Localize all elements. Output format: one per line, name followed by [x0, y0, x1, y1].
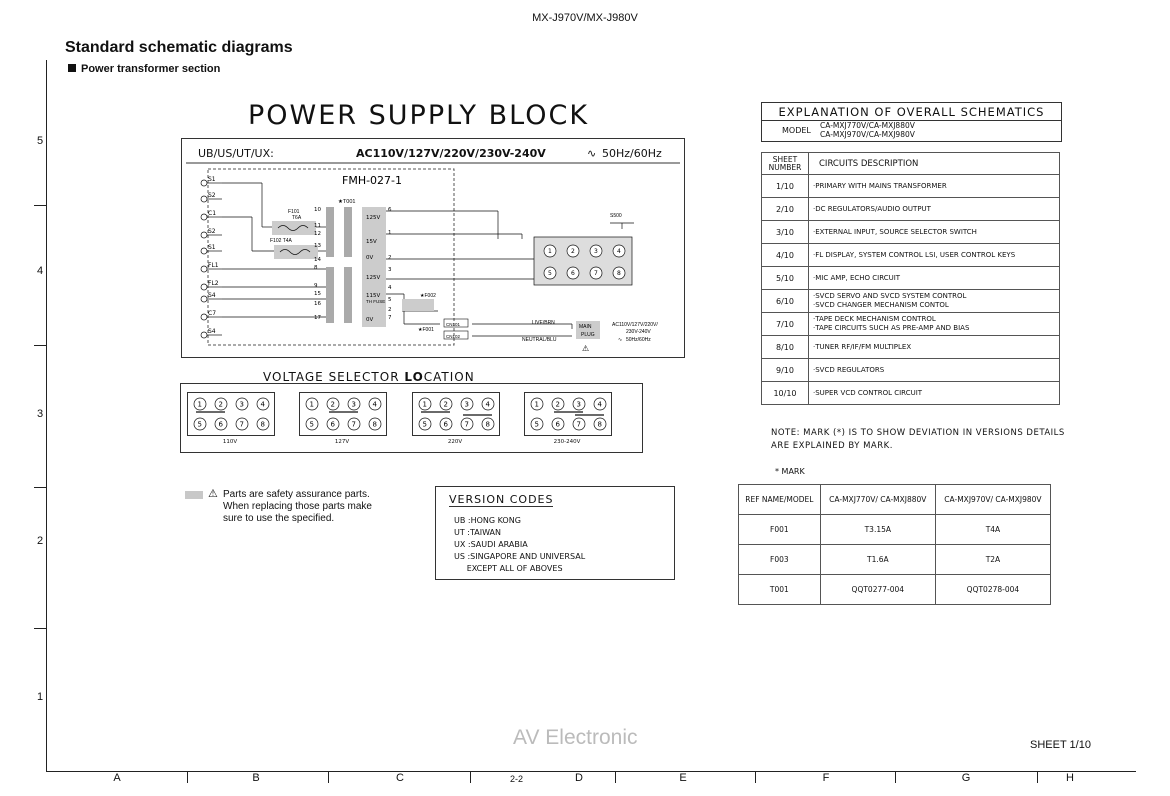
- selector-contact-number: 2: [443, 400, 448, 409]
- tilde-icon: ∿: [587, 147, 597, 160]
- row-marker: 5: [36, 135, 44, 147]
- circuits-header-row: [762, 153, 1060, 175]
- mark-cell: T3.15A: [820, 515, 935, 545]
- mark-cell: F001: [739, 515, 821, 545]
- terminal-circle: [201, 248, 207, 254]
- mark-cell: T2A: [935, 545, 1050, 575]
- voltage-selector-panel: [187, 392, 275, 436]
- sheet-number: SHEET 1/10: [1030, 739, 1091, 751]
- selector-contact-number: 2: [571, 248, 575, 255]
- mark-cell: QQT0278-004: [935, 575, 1050, 605]
- secondary-voltage-label: 0V: [366, 255, 374, 261]
- transformer-pin-label: 3: [388, 267, 392, 273]
- selector-contact-number: 6: [330, 420, 335, 429]
- voltage-selector-panel: [412, 392, 500, 436]
- thermal-fuse-label: TH FUSE: [366, 299, 386, 304]
- block-title: POWER SUPPLY BLOCK: [248, 100, 590, 131]
- selector-contact-number: 7: [594, 270, 598, 277]
- mark-header-ref: REF NAME/MODEL: [739, 485, 821, 515]
- row-divider: [34, 205, 46, 206]
- power-supply-schematic: [181, 138, 685, 358]
- selector-contact-number: 8: [372, 420, 377, 429]
- circuits-description-header: CIRCUITS DESCRIPTION: [809, 153, 1060, 175]
- transformer-pin-label: 2: [388, 255, 392, 261]
- selector-contact-number: 1: [548, 248, 552, 255]
- sheet-number-cell: 7/10: [762, 313, 809, 336]
- selector-contact-number: 6: [571, 270, 575, 277]
- voltage-selector-caption: 230-240V: [553, 439, 581, 445]
- version-codes-box: [435, 486, 675, 580]
- transformer-pin-label: 10: [314, 207, 321, 213]
- transformer-pin-label: 9: [314, 283, 318, 289]
- version-codes-list: [454, 515, 585, 575]
- selector-contact-number: 2: [330, 400, 335, 409]
- vs-title-post: CATION: [423, 370, 475, 384]
- transformer-pin-label: 15: [314, 291, 321, 297]
- selector-contact-number: 5: [309, 420, 314, 429]
- f102-label: F102 T4A: [270, 238, 292, 244]
- column-marker: H: [1066, 772, 1074, 784]
- column-divider: [187, 771, 188, 783]
- voltage-selector-panel: [299, 392, 387, 436]
- model-line-2: CA-MXJ970V/CA-MXJ980V: [820, 130, 915, 139]
- transformer-pin-label: 7: [388, 315, 392, 321]
- fuse-f101: [272, 221, 316, 235]
- circuits-row: [762, 313, 1060, 336]
- selector-contact-number: 3: [464, 400, 469, 409]
- page-title: Standard schematic diagrams: [65, 39, 293, 56]
- selector-contact-number: 7: [239, 420, 244, 429]
- cn102-label: CN102: [446, 334, 461, 339]
- column-marker: D: [575, 772, 583, 784]
- mark-cell: QQT0277-004: [820, 575, 935, 605]
- sheet-number-cell: 1/10: [762, 175, 809, 198]
- terminal-label: S1: [208, 244, 216, 251]
- column-divider: [895, 771, 896, 783]
- voltage-selector-caption: 127V: [334, 439, 350, 445]
- mark-cell: T001: [739, 575, 821, 605]
- selector-contact-number: 5: [197, 420, 202, 429]
- main-plug-label-2: PLUG: [581, 332, 595, 338]
- selector-contact-number: 4: [260, 400, 265, 409]
- selector-contact-number: 7: [464, 420, 469, 429]
- selector-contact-number: 3: [239, 400, 244, 409]
- circuit-description-cell: ·SUPER VCD CONTROL CIRCUIT: [809, 382, 1060, 405]
- selector-contact-number: 7: [351, 420, 356, 429]
- circuits-row: [762, 221, 1060, 244]
- transformer-pin-label: 8: [314, 265, 318, 271]
- terminal-circle: [201, 180, 207, 186]
- circuit-description-cell: ·PRIMARY WITH MAINS TRANSFORMER: [809, 175, 1060, 198]
- terminal-label: S4: [208, 292, 216, 299]
- mark-header-model-b: CA-MXJ970V/ CA-MXJ980V: [935, 485, 1050, 515]
- secondary-voltage-label: 0V: [366, 317, 374, 323]
- model-line-1: CA-MXJ770V/CA-MXJ880V: [820, 121, 915, 130]
- sheet-number-cell: 8/10: [762, 336, 809, 359]
- transformer-pin-label: 5: [388, 297, 392, 303]
- board-label: FMH-027-1: [342, 174, 403, 187]
- circuits-row: [762, 244, 1060, 267]
- ac-input-1: AC110V/127V/220V/: [612, 322, 658, 328]
- transformer-secondary: [362, 207, 386, 327]
- terminal-circle: [201, 214, 207, 220]
- selector-contact-number: 1: [309, 400, 314, 409]
- selector-contact-number: 3: [351, 400, 356, 409]
- version-code-item: UT :TAIWAN: [454, 528, 502, 537]
- row-divider: [34, 487, 46, 488]
- voltage-selector-caption: 110V: [222, 439, 238, 445]
- mark-label: * MARK: [775, 467, 805, 476]
- transformer-pin-label: 6: [388, 207, 392, 213]
- terminal-circle: [201, 196, 207, 202]
- selector-contact-number: 1: [422, 400, 427, 409]
- column-divider: [328, 771, 329, 783]
- selector-contact-number: 8: [617, 270, 621, 277]
- secondary-voltage-label: 125V: [366, 275, 381, 281]
- selector-contact-number: 2: [555, 400, 560, 409]
- terminal-label: S2: [208, 228, 216, 235]
- selector-contact-number: 8: [485, 420, 490, 429]
- model-values: [820, 121, 915, 139]
- selector-contact-number: 5: [534, 420, 539, 429]
- s500-label: S500: [610, 213, 622, 219]
- column-divider: [615, 771, 616, 783]
- transformer-pin-label: 11: [314, 223, 321, 229]
- terminal-label: FL2: [208, 280, 219, 287]
- terminal-circle: [201, 266, 207, 272]
- terminal-label: S2: [208, 192, 216, 199]
- row-marker: 4: [36, 265, 44, 277]
- column-divider: [470, 771, 471, 783]
- mark-table: [738, 484, 1051, 605]
- vs-title-pre: VOLTAGE SELECTOR: [263, 370, 405, 384]
- selector-contact-number: 3: [576, 400, 581, 409]
- transformer-pin-label: 12: [314, 231, 321, 237]
- version-codes-title: VERSION CODES: [449, 493, 554, 506]
- selector-contact-number: 8: [597, 420, 602, 429]
- sheet-number-cell: 9/10: [762, 359, 809, 382]
- row-marker: 2: [36, 535, 44, 547]
- f101-rating: T6A: [292, 215, 302, 221]
- column-marker: C: [396, 772, 404, 784]
- selector-contact-number: 5: [422, 420, 427, 429]
- column-divider: [755, 771, 756, 783]
- terminal-circle: [201, 232, 207, 238]
- circuit-description-cell: ·DC REGULATORS/AUDIO OUTPUT: [809, 198, 1060, 221]
- terminal-label: S1: [208, 176, 216, 183]
- ac-rating: AC110V/127V/220V/230V-240V: [356, 147, 546, 160]
- circuits-row: [762, 267, 1060, 290]
- transformer-pin-label: 2: [388, 307, 392, 313]
- column-marker: B: [252, 772, 260, 784]
- circuit-description-cell: ·SVCD SERVO AND SVCD SYSTEM CONTROL ·SVCD CHANGER MECHANISM CONTOL: [809, 290, 1060, 313]
- voltage-selector-caption: 220V: [447, 439, 463, 445]
- circuit-description-cell: ·FL DISPLAY, SYSTEM CONTROL LSI, USER CONTROL KEYS: [809, 244, 1060, 267]
- circuits-row: [762, 359, 1060, 382]
- explanation-title: EXPLANATION OF OVERALL SCHEMATICS: [778, 105, 1045, 119]
- mark-cell: T4A: [935, 515, 1050, 545]
- voltage-selector-location-panel: [180, 383, 643, 453]
- mark-header-model-a: CA-MXJ770V/ CA-MXJ880V: [820, 485, 935, 515]
- selector-contact-number: 2: [218, 400, 223, 409]
- circuit-description-cell: ·TUNER RF/IF/FM MULTIPLEX: [809, 336, 1060, 359]
- watermark: AV Electronic: [513, 726, 638, 749]
- fuse-f102: [274, 245, 318, 259]
- secondary-voltage-label: 125V: [366, 215, 381, 221]
- selector-contact-number: 4: [597, 400, 602, 409]
- row-marker: 3: [36, 408, 44, 420]
- transformer-pin-label: 16: [314, 301, 321, 307]
- mark-header-row: [739, 485, 1051, 515]
- explanation-box: [761, 102, 1062, 142]
- selector-contact-number: 1: [197, 400, 202, 409]
- sheet-number-cell: 4/10: [762, 244, 809, 267]
- selector-contact-number: 3: [594, 248, 598, 255]
- secondary-voltage-label: 115V: [366, 293, 381, 299]
- mark-cell: T1.6A: [820, 545, 935, 575]
- bullet-square-icon: [68, 64, 76, 72]
- mark-row: [739, 515, 1051, 545]
- sheet-number-cell: 3/10: [762, 221, 809, 244]
- fuse-f002: [402, 299, 434, 311]
- column-divider: [1037, 771, 1038, 783]
- sheet-number-cell: 10/10: [762, 382, 809, 405]
- t001-label: ★T001: [338, 199, 356, 205]
- vs-title-bold: LO: [404, 370, 424, 384]
- transformer-pin-label: 14: [314, 257, 321, 263]
- mark-row: [739, 575, 1051, 605]
- schematic-drawing: [182, 139, 684, 357]
- selector-contact-number: 8: [260, 420, 265, 429]
- safety-swatch: [185, 491, 203, 499]
- warning-triangle-icon: ⚠: [582, 344, 590, 353]
- circuits-row: [762, 382, 1060, 405]
- terminal-circle: [201, 296, 207, 302]
- selector-contact-number: 5: [548, 270, 552, 277]
- f001-label: ★F001: [418, 327, 434, 333]
- selector-contact-number: 4: [372, 400, 377, 409]
- version-code-item: EXCEPT ALL OF ABOVES: [454, 564, 563, 573]
- sheet-number-header: SHEET NUMBER: [762, 153, 809, 175]
- transformer-pin-label: 4: [388, 285, 392, 291]
- terminal-label: S4: [208, 328, 216, 335]
- cn101-label: CN101: [446, 322, 461, 327]
- row-marker: 1: [36, 691, 44, 703]
- column-marker: A: [113, 772, 121, 784]
- version-code-item: UX :SAUDI ARABIA: [454, 540, 528, 549]
- circuit-description-cell: ·EXTERNAL INPUT, SOURCE SELECTOR SWITCH: [809, 221, 1060, 244]
- row-divider: [34, 628, 46, 629]
- version-code-item: US :SINGAPORE AND UNIVERSAL: [454, 552, 586, 561]
- circuit-description-cell: ·MIC AMP, ECHO CIRCUIT: [809, 267, 1060, 290]
- selector-contact-number: 4: [617, 248, 621, 255]
- frequency-rating: 50Hz/60Hz: [602, 147, 662, 160]
- terminal-label: C7: [208, 310, 217, 317]
- terminal-circle: [201, 284, 207, 290]
- circuit-description-cell: ·TAPE DECK MECHANISM CONTROL ·TAPE CIRCUITS SUCH AS PRE-AMP AND BIAS: [809, 313, 1060, 336]
- model-label: MODEL: [782, 126, 811, 135]
- column-marker: F: [822, 772, 830, 784]
- neutral-wire-label: NEUTRAL/BLU: [522, 337, 557, 343]
- tilde-small-icon: ∿: [618, 337, 623, 343]
- row-divider: [34, 345, 46, 346]
- voltage-selector-panel: [524, 392, 612, 436]
- document-header: MX-J970V/MX-J980V: [532, 12, 638, 24]
- circuits-row: [762, 175, 1060, 198]
- sheet-number-cell: 6/10: [762, 290, 809, 313]
- terminal-label: C1: [208, 210, 217, 217]
- selector-contact-number: 6: [555, 420, 560, 429]
- warning-triangle-icon: ⚠: [208, 488, 218, 500]
- column-marker: G: [961, 772, 971, 784]
- column-marker: E: [679, 772, 687, 784]
- selector-contact-number: 6: [218, 420, 223, 429]
- main-plug-label-1: MAIN: [579, 324, 592, 330]
- circuits-row: [762, 336, 1060, 359]
- terminal-circle: [201, 314, 207, 320]
- transformer-pin-label: 1: [388, 230, 392, 236]
- frame-left-border: [46, 60, 47, 772]
- selector-contact-number: 4: [485, 400, 490, 409]
- circuit-description-cell: ·SVCD REGULATORS: [809, 359, 1060, 382]
- circuits-row: [762, 198, 1060, 221]
- selector-contact-number: 6: [443, 420, 448, 429]
- section-heading: [68, 63, 220, 75]
- mark-cell: F003: [739, 545, 821, 575]
- versions-label: UB/US/UT/UX:: [198, 147, 274, 160]
- circuits-row: [762, 290, 1060, 313]
- sheet-number-cell: 2/10: [762, 198, 809, 221]
- selector-contact-number: 1: [534, 400, 539, 409]
- version-code-item: UB :HONG KONG: [454, 516, 521, 525]
- sheet-number-cell: 5/10: [762, 267, 809, 290]
- f101-label: F101: [288, 209, 300, 215]
- secondary-voltage-label: 15V: [366, 239, 377, 245]
- note-text: NOTE: MARK (*) IS TO SHOW DEVIATION IN VERSIONS DETAILS ARE EXPLAINED BY MARK.: [771, 428, 1065, 451]
- f002-label: ★F002: [420, 293, 436, 299]
- voltage-selector-title: [263, 370, 475, 384]
- page-number: 2-2: [510, 774, 524, 784]
- ac-input-2: 230V-240V: [626, 329, 651, 335]
- terminal-circle: [201, 332, 207, 338]
- circuits-table: [761, 152, 1060, 405]
- mark-row: [739, 545, 1051, 575]
- terminal-label: FL1: [208, 262, 219, 269]
- transformer-pin-label: 17: [314, 315, 321, 321]
- section-label: Power transformer section: [81, 63, 221, 75]
- safety-text: Parts are safety assurance parts. When replacing those parts make sure to use the specified.: [223, 489, 372, 524]
- transformer-pin-label: 13: [314, 243, 321, 249]
- ac-input-3: 50Hz/60Hz: [626, 337, 651, 343]
- live-wire-label: LIVE/BRN: [532, 320, 555, 326]
- selector-contact-number: 7: [576, 420, 581, 429]
- transformer-primary-core: [326, 207, 334, 257]
